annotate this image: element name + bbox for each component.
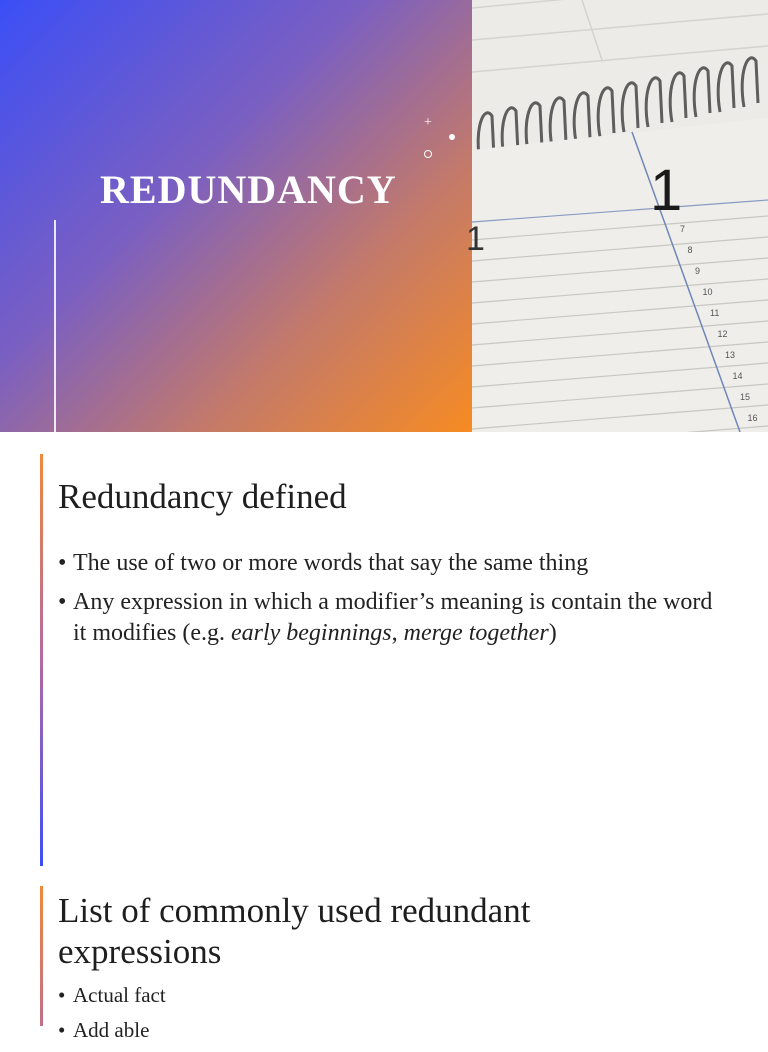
list-item <box>58 587 718 649</box>
calendar-day-number: 16 <box>747 413 758 423</box>
calendar-day-number: 10 <box>702 287 713 297</box>
slide-heading: Redundancy defined <box>58 477 347 516</box>
calendar-day-number: 13 <box>725 350 736 360</box>
separator: , <box>391 620 404 646</box>
calendar-day-number: 15 <box>740 392 751 402</box>
list-item <box>58 1017 718 1044</box>
ring-icon <box>424 150 432 158</box>
list-item <box>58 982 718 1009</box>
decorative-vertical-line <box>54 220 56 432</box>
calendar-day-number: 12 <box>717 329 728 339</box>
bullet-text: The use of two or more words that say the same thing <box>73 550 589 576</box>
example-term: early beginnings <box>230 620 392 646</box>
bullet-text: Add able <box>73 1018 150 1042</box>
definition-slide <box>0 432 768 878</box>
calendar-day-number: 7 <box>680 224 686 234</box>
slide-heading: List of commonly used redundant expressions <box>58 891 531 971</box>
dot-icon <box>449 134 455 140</box>
gradient-panel <box>0 0 472 432</box>
list-item <box>58 548 718 579</box>
plus-icon: + <box>424 115 432 130</box>
calendar-day-number: 9 <box>695 266 701 276</box>
accent-bar <box>40 454 43 866</box>
title-slide <box>0 0 768 432</box>
bullet-text: Actual fact <box>73 983 166 1007</box>
accent-bar <box>40 886 43 1026</box>
calendar-day-number: 8 <box>687 245 693 255</box>
example-term: merge together <box>403 620 549 646</box>
calendar-day-number: 11 <box>710 308 720 318</box>
calendar-day-number: 14 <box>732 371 743 381</box>
svg-text:1: 1 <box>466 220 485 258</box>
bullet-list <box>58 982 718 1052</box>
calendar-photo <box>466 0 768 432</box>
calendar-big-number: 1 <box>650 158 683 223</box>
bullet-text: Any expression in which a modifier’s meaning is contain the word it modifies (e.g. <box>73 589 713 646</box>
bullet-list <box>58 548 718 657</box>
slide-title: REDUNDANCY <box>100 167 397 212</box>
close-paren: ) <box>548 620 557 646</box>
list-slide <box>0 878 768 1042</box>
